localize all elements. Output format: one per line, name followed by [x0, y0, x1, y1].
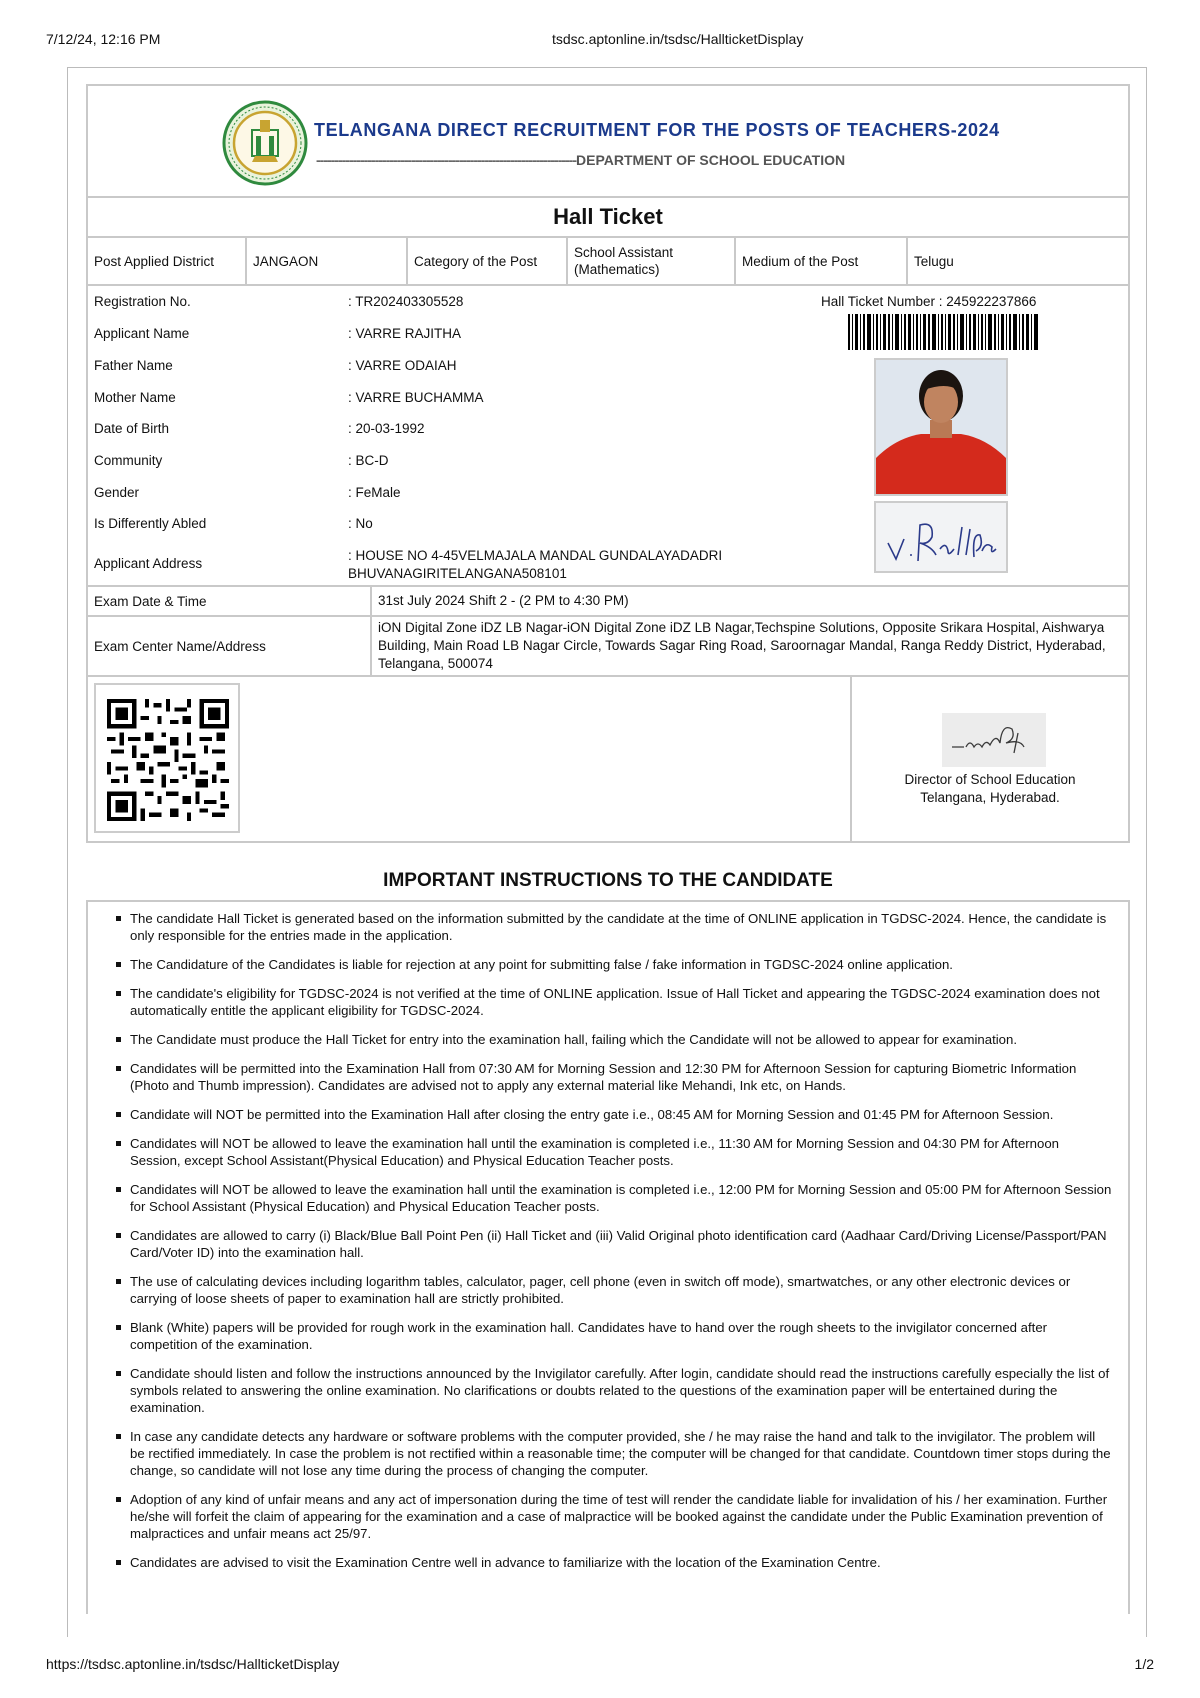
print-url: tsdsc.aptonline.in/tsdsc/HallticketDisplay: [552, 31, 804, 47]
post-medium-value: Telugu: [914, 253, 954, 269]
director-designation: [852, 771, 1128, 807]
detail-value: : VARRE BUCHAMMA: [348, 390, 484, 405]
exam-center-label: Exam Center Name/Address: [88, 617, 372, 675]
instruction-item: Candidates will NOT be allowed to leave the examination hall until the examination is completed i.e., 11:30 AM for Morning Session and 04:30 PM for Afternoon Session, except School Assistant(Physical Education) and Physical Education Teacher posts.: [130, 1135, 1112, 1169]
director-title: Director of School Education: [904, 772, 1076, 787]
barcode-icon: [848, 314, 1038, 350]
instruction-item: Blank (White) papers will be provided for rough work in the examination hall. Candidates have to hand over the rough sheets to the invigilator concerned after competition of the examination.: [130, 1319, 1112, 1353]
print-datetime: 7/12/24, 12:16 PM: [46, 31, 161, 47]
print-footer-url: https://tsdsc.aptonline.in/tsdsc/HallticketDisplay: [46, 1656, 340, 1672]
detail-value: : VARRE RAJITHA: [348, 326, 462, 341]
director-location: Telangana, Hyderabad.: [920, 790, 1060, 805]
candidate-signature: [874, 501, 1008, 573]
detail-label: Community: [94, 453, 163, 468]
qr-code-icon: [107, 699, 229, 821]
candidate-photo: [874, 358, 1008, 496]
detail-label: Applicant Name: [94, 326, 190, 341]
post-district-label: Post Applied District: [88, 238, 247, 284]
hall-ticket-number: [821, 294, 1036, 309]
detail-label: Registration No.: [94, 294, 191, 309]
director-cell: [852, 677, 1128, 841]
detail-value: : No: [348, 516, 373, 531]
recruitment-title: TELANGANA DIRECT RECRUITMENT FOR THE POSTS OF TEACHERS-2024: [314, 120, 1000, 140]
detail-label: Applicant Address: [94, 556, 203, 571]
instruction-item: The candidate Hall Ticket is generated based on the information submitted by the candidate at the time of ONLINE application in TGDSC-2024. Hence, the candidate is only responsible for the entries made in the application.: [130, 910, 1112, 944]
print-footer: [0, 1656, 1200, 1676]
instructions-title: IMPORTANT INSTRUCTIONS TO THE CANDIDATE: [383, 870, 833, 891]
print-header: [0, 31, 1200, 51]
detail-label: Date of Birth: [94, 421, 170, 436]
detail-value: : VARRE ODAIAH: [348, 358, 457, 373]
post-category-value: School Assistant (Mathematics): [568, 238, 736, 284]
instructions-box: [86, 900, 1130, 1614]
detail-label: Is Differently Abled: [94, 516, 207, 531]
instruction-item: The use of calculating devices including logarithm tables, calculator, pager, cell phone (even in switch off mode), smartwatches, or any other electronic devices or carrying of loose sheets of paper to examination hall are strictly prohibited.: [130, 1273, 1112, 1307]
detail-value: : HOUSE NO 4-45VELMAJALA MANDAL GUNDALAYADADRI BHUVANAGIRITELANGANA508101: [348, 548, 723, 581]
qr-signature-row: [88, 677, 1128, 841]
dash-rule: -----------------------------------------------------------------------: [316, 152, 577, 168]
department-line: [316, 152, 845, 168]
qr-cell: [88, 677, 852, 841]
instruction-item: Candidate should listen and follow the instructions announced by the Invigilator carefully. After login, candidate should read the instructions carefully especially the list of symbols related to answering the online examination. No clarifications or doubts related to the questions of the examination paper will be entertained during the examination.: [130, 1365, 1112, 1416]
detail-value: : FeMale: [348, 485, 401, 500]
header-banner: [88, 86, 1128, 198]
candidate-photo-image: [876, 360, 1006, 494]
hall-ticket-number-label: Hall Ticket Number :: [821, 294, 947, 309]
detail-label: Gender: [94, 485, 140, 500]
instruction-item: Candidates will be permitted into the Examination Hall from 07:30 AM for Morning Session and 12:30 PM for Afternoon Session for capturing Biometric Information (Photo and Thumb impression). Candidates are advised not to apply any external material like Mehandi, Ink etc, on Hands.: [130, 1060, 1112, 1094]
detail-value: : TR202403305528: [348, 294, 464, 309]
instruction-item: Candidates will NOT be allowed to leave the examination hall until the examination is completed i.e., 12:00 PM for Morning Session and 05:00 PM for Afternoon Session for School Assistant (Physical Education) and Physical Education Teacher posts.: [130, 1182, 1112, 1214]
hall-ticket-title: Hall Ticket: [88, 198, 1128, 238]
instruction-item: In case any candidate detects any hardware or software problems with the computer provided, she / he may raise the hand and talk to the invigilator. The problem will be rectified immediately. In case the problem is not rectified within a reasonable time; the computer will be changed for that candidate. Countdown timer stops during the change, so candidate will not lose any time during the process of changing the computer.: [130, 1429, 1111, 1478]
hall-ticket-number-value: 245922237866: [946, 294, 1037, 309]
exam-date-value: 31st July 2024 Shift 2 - (2 PM to 4:30 PM): [378, 593, 629, 608]
instruction-item: The Candidature of the Candidates is liable for rejection at any point for submitting false / fake information in TGDSC-2024 online application.: [130, 956, 1112, 973]
instruction-item: Adoption of any kind of unfair means and any act of impersonation during the time of test will render the candidate liable for invalidation of his / her examination. Further he/she will forfeit the claim of appearing for the examination and a case of malpractice will be booked against the candidate under the Public Examination prevention of malpractices and unfair means act 25/97.: [130, 1491, 1112, 1542]
post-medium-label: Medium of the Post: [736, 238, 908, 284]
telangana-emblem-icon: [222, 100, 308, 186]
post-category-label: Category of the Post: [408, 238, 568, 284]
post-district-value: JANGAON: [247, 238, 408, 284]
detail-label: Mother Name: [94, 390, 176, 405]
post-details-row: [88, 238, 1128, 286]
instruction-item: Candidates are allowed to carry (i) Black/Blue Ball Point Pen (ii) Hall Ticket and (iii) Valid Original photo identification card (Aadhaar Card/Driving License/Passport/PAN Card/Voter ID) into the examination hall.: [130, 1227, 1112, 1261]
hall-ticket: [86, 84, 1130, 843]
detail-label: Father Name: [94, 358, 173, 373]
exam-date-label: Exam Date & Time: [88, 587, 372, 615]
exam-date-row: [88, 587, 1128, 617]
candidate-signature-image: [876, 503, 1006, 571]
detail-value: : 20-03-1992: [348, 421, 425, 436]
qr-code-frame: [94, 683, 240, 833]
exam-center-row: [88, 617, 1128, 677]
instruction-item: Candidate will NOT be permitted into the Examination Hall after closing the entry gate i.e., 08:45 AM for Morning Session and 01:45 PM for Afternoon Session.: [130, 1106, 1112, 1123]
detail-value: : BC-D: [348, 453, 389, 468]
instruction-item: The Candidate must produce the Hall Ticket for entry into the examination hall, failing which the Candidate will not be allowed to appear for examination.: [130, 1031, 1112, 1048]
instructions-list: [130, 910, 1112, 1571]
department-name: DEPARTMENT OF SCHOOL EDUCATION: [576, 152, 846, 168]
exam-center-value: iON Digital Zone iDZ LB Nagar-iON Digital Zone iDZ LB Nagar,Techspine Solutions, Opposite Srikara Hospital, Aishwarya Building, Main Road LB Nagar Circle, Towards Sagar Ring Road, Saroornagar Mandal, Ranga Reddy District, Hyderabad, Telangana, 500074: [378, 620, 1106, 671]
instruction-item: Candidates are advised to visit the Examination Centre well in advance to familiarize with the location of the Examination Centre.: [130, 1554, 1112, 1571]
instruction-item: The candidate's eligibility for TGDSC-2024 is not verified at the time of ONLINE application. Issue of Hall Ticket and appearing the TGDSC-2024 examination does not automatically entitle the applicant eligibility for TGDSC-2024.: [130, 985, 1112, 1019]
page-number: 1/2: [1134, 1656, 1154, 1672]
candidate-details: [88, 286, 1128, 587]
director-signature-image: [942, 713, 1046, 767]
